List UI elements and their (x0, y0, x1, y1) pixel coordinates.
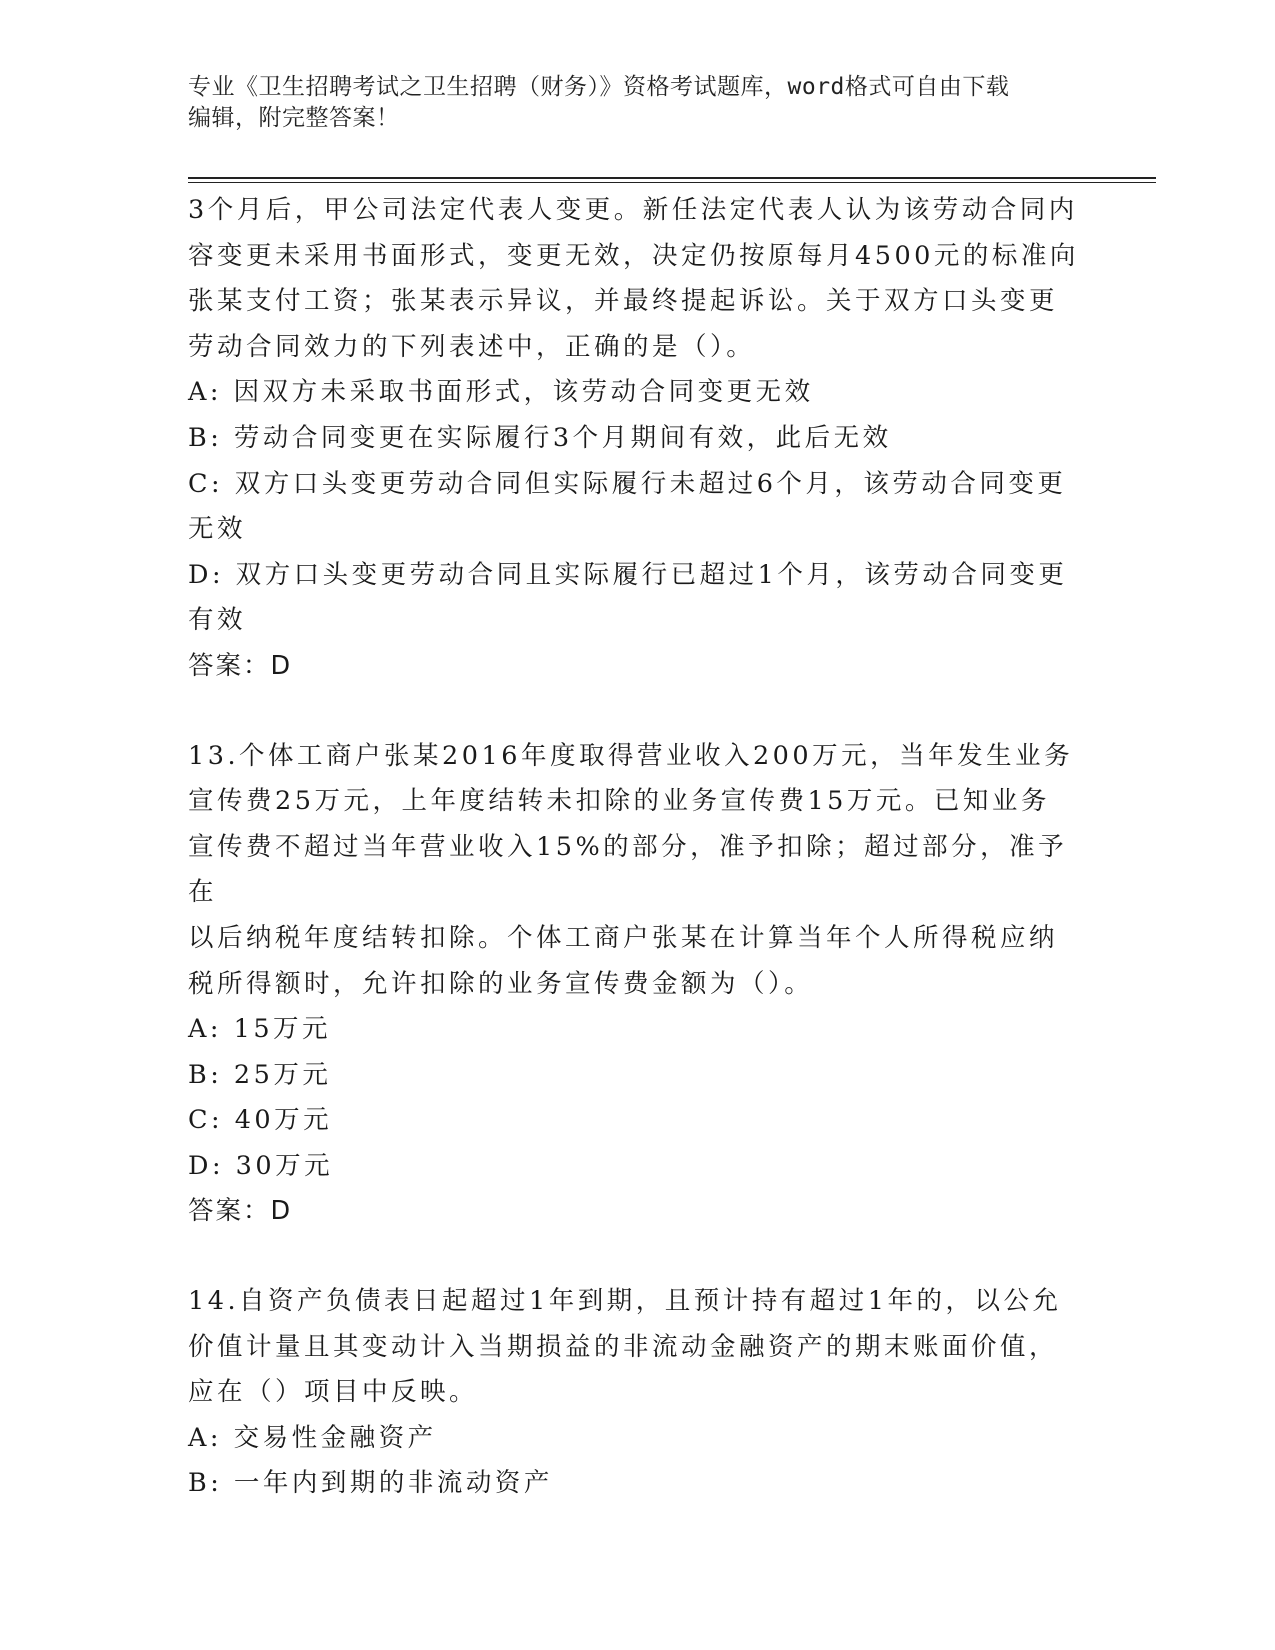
option-b: B: 25万元 (188, 1059, 332, 1090)
question-stem-line: 应在（）项目中反映。 (188, 1377, 479, 1408)
option-b: B: 一年内到期的非流动资产 (188, 1468, 553, 1499)
header-line-1: 专业《卫生招聘考试之卫生招聘（财务）》资格考试题库，word格式可自由下载 (188, 74, 1010, 100)
document-header (188, 72, 1088, 134)
answer: 答案：D (188, 650, 293, 681)
question-stem-line: 宣传费25万元，上年度结转未扣除的业务宣传费15万元。已知业务 (188, 786, 1050, 817)
header-divider-thick (188, 177, 1156, 179)
option-c-continued: 无效 (188, 514, 247, 545)
option-d: D: 双方口头变更劳动合同且实际履行已超过1个月，该劳动合同变更 (188, 559, 1068, 590)
question-12 (188, 188, 1088, 690)
question-stem-line: 劳动合同效力的下列表述中，正确的是（）。 (188, 331, 756, 362)
option-b: B: 劳动合同变更在实际履行3个月期间有效，此后无效 (188, 422, 892, 453)
option-d-continued: 有效 (188, 605, 247, 636)
question-stem-line: 张某支付工资；张某表示异议，并最终提起诉讼。关于双方口头变更 (188, 286, 1059, 317)
option-c: C: 双方口头变更劳动合同但实际履行未超过6个月，该劳动合同变更 (188, 468, 1067, 499)
question-stem-line: 以后纳税年度结转扣除。个体工商户张某在计算当年个人所得税应纳 (188, 922, 1059, 953)
header-line-2: 编辑，附完整答案！ (188, 105, 400, 131)
question-stem-line: 价值计量且其变动计入当期损益的非流动金融资产的期末账面价值， (188, 1331, 1059, 1362)
question-stem-line: 3个月后，甲公司法定代表人变更。新任法定代表人认为该劳动合同内 (188, 195, 1078, 225)
option-c: C: 40万元 (188, 1105, 333, 1136)
question-stem-line: 13.个体工商户张某2016年度取得营业收入200万元，当年发生业务 (188, 740, 1074, 771)
question-spacer (188, 1235, 1088, 1279)
option-a: A: 因双方未采取书面形式，该劳动合同变更无效 (188, 377, 814, 408)
question-stem-line: 宣传费不超过当年营业收入15%的部分，准予扣除；超过部分，准予在 (188, 831, 1068, 908)
question-content (188, 188, 1088, 1507)
option-d: D: 30万元 (188, 1150, 334, 1181)
answer: 答案：D (188, 1196, 293, 1227)
header-divider-thin (188, 182, 1156, 183)
question-stem-line: 14.自资产负债表日起超过1年到期，且预计持有超过1年的，以公允 (188, 1286, 1062, 1317)
question-stem-line: 税所得额时，允许扣除的业务宣传费金额为（）。 (188, 968, 814, 999)
option-a: A: 15万元 (188, 1014, 332, 1045)
question-13 (188, 734, 1088, 1236)
option-a: A: 交易性金融资产 (188, 1422, 437, 1453)
question-stem-line: 容变更未采用书面形式，变更无效，决定仍按原每月4500元的标准向 (188, 240, 1079, 271)
question-14 (188, 1279, 1088, 1507)
question-spacer (188, 690, 1088, 734)
